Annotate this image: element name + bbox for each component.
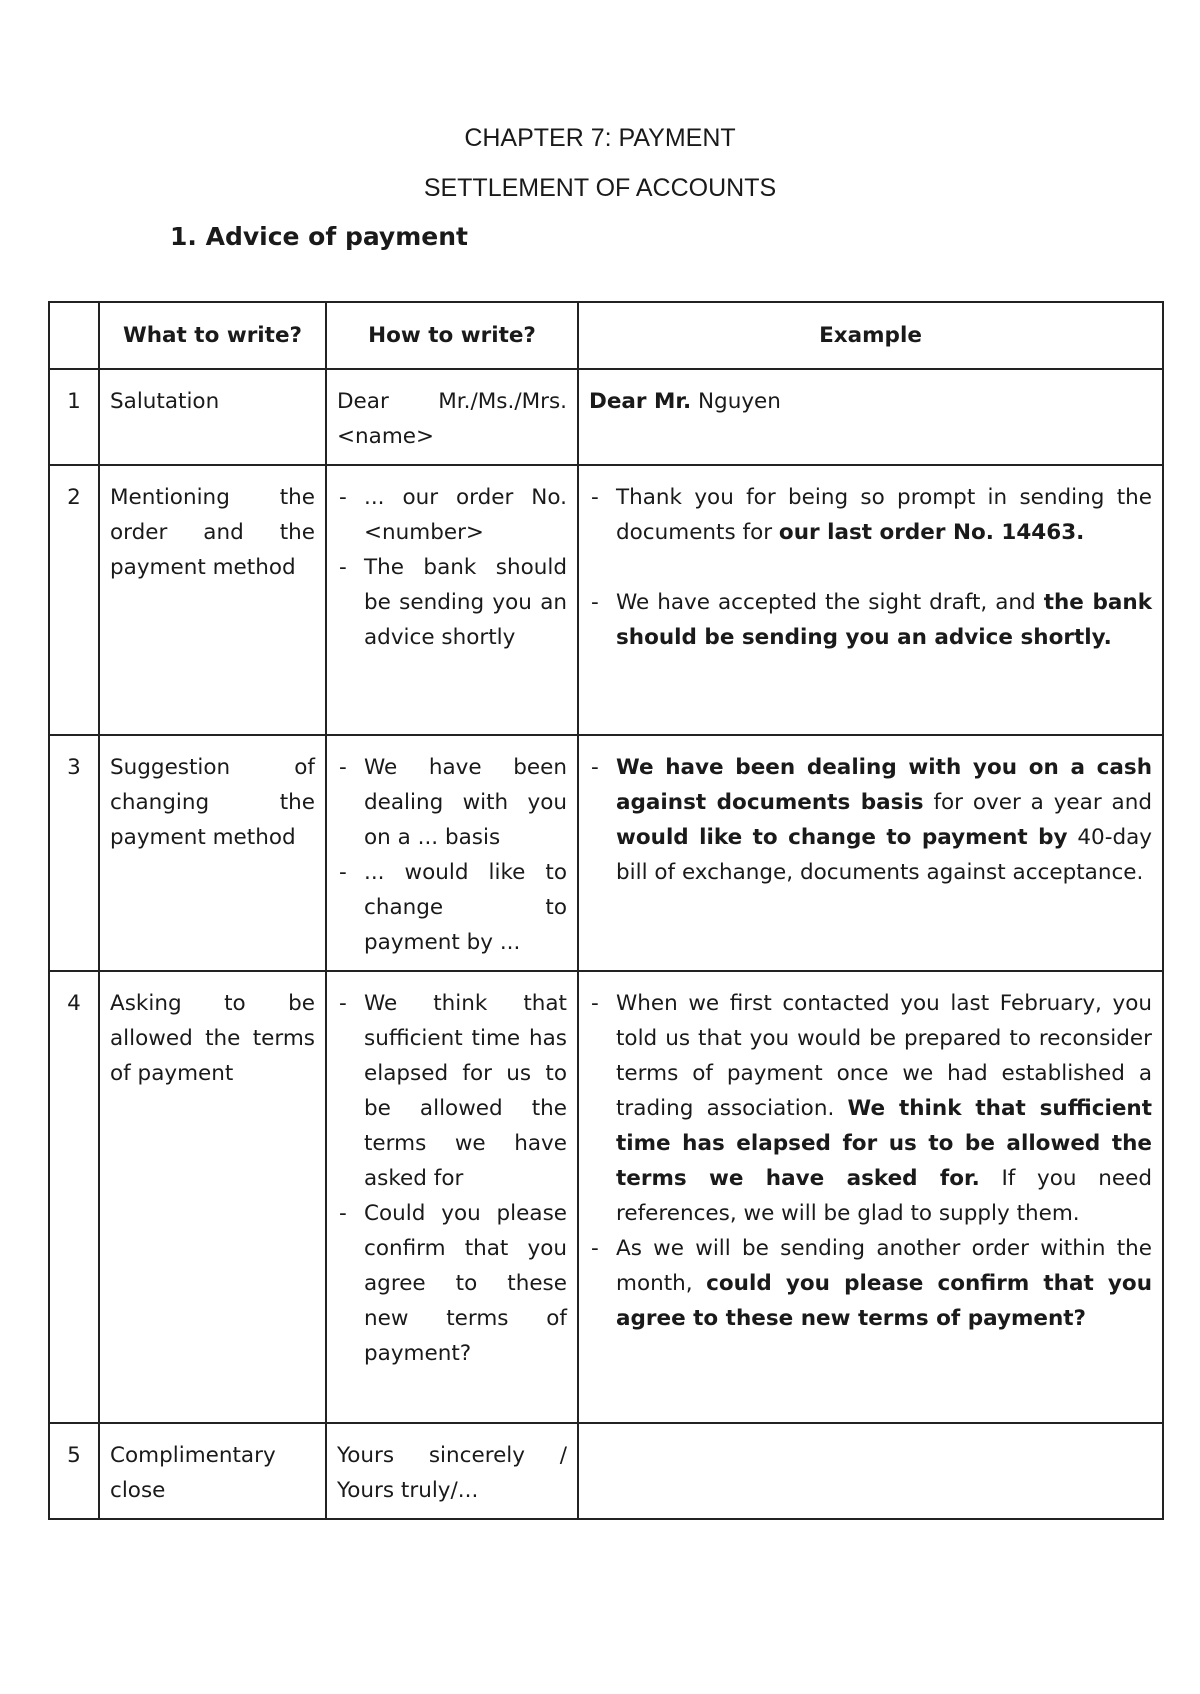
what-cell: Mentioning the order and the payment method — [99, 465, 326, 735]
example-text: Nguyen — [691, 389, 781, 414]
table-row — [49, 735, 1163, 971]
what-cell: Suggestion of changing the payment method — [99, 735, 326, 971]
header-example: Example — [578, 302, 1163, 369]
table-header-row — [49, 302, 1163, 369]
example-text: If you need references, we will be glad to supply them. — [616, 1166, 1152, 1226]
row-number: 3 — [49, 735, 99, 971]
table-row — [49, 465, 1163, 735]
example-text: 40-day bill of exchange, documents against acceptance. — [616, 825, 1152, 885]
how-cell: Yours sincerely / Yours truly/... — [326, 1423, 578, 1519]
example-cell — [578, 971, 1163, 1423]
section-heading: 1. Advice of payment — [170, 222, 468, 251]
how-cell — [326, 465, 578, 735]
example-text: As we will be sending another order within the month, — [616, 1236, 1152, 1296]
payment-advice-table — [48, 301, 1164, 1520]
how-cell: Dear Mr./Ms./Mrs. <name> — [326, 369, 578, 465]
example-item — [589, 1231, 1152, 1336]
example-cell — [578, 1423, 1163, 1519]
example-text: When we first contacted you last February, you told us that you would be prepared to reconsider terms of payment once we had established a trading association. — [616, 991, 1152, 1121]
example-cell — [578, 369, 1163, 465]
how-item: - We have been dealing with you on a ... basis — [337, 750, 567, 855]
how-cell — [326, 971, 578, 1423]
row-number: 1 — [49, 369, 99, 465]
how-item: - ... our order No. <number> — [337, 480, 567, 550]
table-row — [49, 971, 1163, 1423]
example-bold: Dear Mr. — [589, 389, 692, 414]
example-cell — [578, 465, 1163, 735]
table-row — [49, 1423, 1163, 1519]
example-bold: the bank should be sending you an advice shortly. — [616, 590, 1153, 650]
example-item — [589, 986, 1152, 1231]
row-number: 5 — [49, 1423, 99, 1519]
header-what-to-write: What to write? — [99, 302, 326, 369]
example-text: for over a year and — [923, 790, 1152, 815]
how-cell — [326, 735, 578, 971]
header-number — [49, 302, 99, 369]
example-bold: our last order No. 14463. — [778, 520, 1085, 545]
how-item: - The bank should be sending you an advice shortly — [337, 550, 567, 655]
example-bold: We have been dealing with you on a cash against documents basis — [616, 755, 1152, 815]
chapter-subtitle: SETTLEMENT OF ACCOUNTS — [423, 174, 777, 202]
how-item: - ... would like to change to payment by ... — [337, 855, 567, 960]
example-text: Thank you for being so prompt in sending the documents for — [616, 485, 1152, 545]
example-bold: We think that sufficient time has elapsed for us to be allowed the terms we have asked for. — [616, 1096, 1152, 1191]
example-bold: could you please confirm that you agree to these new terms of payment? — [616, 1271, 1152, 1331]
what-cell: Complimentary close — [99, 1423, 326, 1519]
example-item — [589, 750, 1152, 890]
example-text: We have accepted the sight draft, and — [616, 590, 1044, 615]
example-cell — [578, 735, 1163, 971]
what-cell: Salutation — [99, 369, 326, 465]
chapter-title: CHAPTER 7: PAYMENT — [464, 124, 736, 152]
row-number: 4 — [49, 971, 99, 1423]
table-row — [49, 369, 1163, 465]
example-bold: would like to change to payment by — [616, 825, 1068, 850]
header-how-to-write: How to write? — [326, 302, 578, 369]
example-item — [589, 480, 1152, 550]
example-item — [589, 585, 1152, 655]
how-item: - Could you please confirm that you agree to these new terms of payment? — [337, 1196, 567, 1371]
how-item: - We think that sufficient time has elapsed for us to be allowed the terms we have asked for — [337, 986, 567, 1196]
row-number: 2 — [49, 465, 99, 735]
what-cell: Asking to be allowed the terms of payment — [99, 971, 326, 1423]
